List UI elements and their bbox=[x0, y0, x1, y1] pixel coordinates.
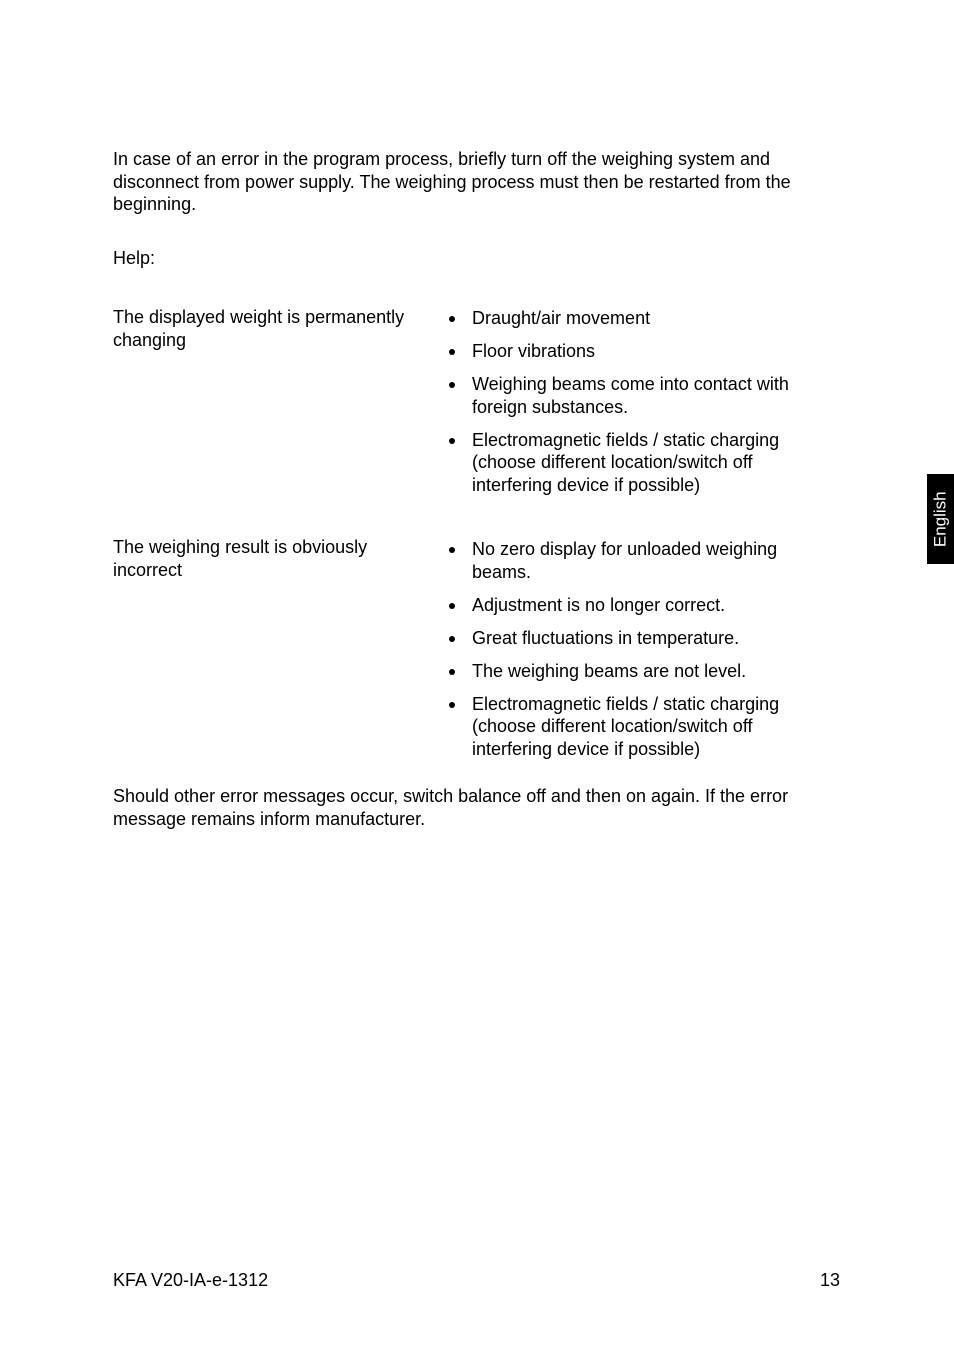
list-item bbox=[446, 594, 826, 617]
bullet-icon bbox=[449, 438, 455, 444]
closing-paragraph: Should other error messages occur, switch balance off and then on again. If the error message remains inform manufacturer. bbox=[113, 786, 789, 829]
list-item bbox=[446, 340, 826, 363]
bullet-icon bbox=[449, 382, 455, 388]
problem-2: The weighing result is obviously incorrect bbox=[113, 537, 368, 580]
list-item bbox=[446, 693, 826, 761]
list-item bbox=[446, 307, 826, 330]
causes-list-2 bbox=[446, 538, 826, 771]
cause-text: The weighing beams are not level. bbox=[472, 660, 747, 681]
cause-text: Great fluctuations in temperature. bbox=[472, 627, 740, 648]
help-label: Help: bbox=[113, 248, 156, 268]
cause-text: Adjustment is no longer correct. bbox=[472, 594, 726, 615]
cause-text: Weighing beams come into contact with foreign substances. bbox=[472, 374, 789, 417]
bullet-icon bbox=[449, 547, 455, 553]
footer-page-number: 13 bbox=[819, 1270, 840, 1290]
list-item bbox=[446, 429, 826, 497]
cause-text: Electromagnetic fields / static charging (choose different location/switch off interfering device if possible) bbox=[472, 429, 780, 495]
cause-text: No zero display for unloaded weighing beams. bbox=[472, 539, 778, 582]
cause-text: Floor vibrations bbox=[472, 341, 596, 361]
intro-paragraph: In case of an error in the program process, briefly turn off the weighing system and disconnect from power supply. The weighing process must then be restarted from the beginning. bbox=[113, 149, 791, 214]
footer-doc-id: KFA V20-IA-e-1312 bbox=[113, 1270, 269, 1290]
bullet-icon bbox=[449, 603, 455, 609]
bullet-icon bbox=[449, 702, 455, 708]
list-item bbox=[446, 660, 826, 683]
cause-text: Electromagnetic fields / static charging (choose different location/switch off interfering device if possible) bbox=[472, 693, 780, 759]
list-item bbox=[446, 627, 826, 650]
cause-text: Draught/air movement bbox=[472, 308, 651, 328]
causes-list-1 bbox=[446, 307, 826, 507]
list-item bbox=[446, 373, 826, 418]
problem-1: The displayed weight is permanently changing bbox=[113, 307, 405, 350]
language-tab-label: English bbox=[930, 491, 950, 547]
bullet-icon bbox=[449, 669, 455, 675]
bullet-icon bbox=[449, 316, 455, 322]
bullet-icon bbox=[449, 636, 455, 642]
bullet-icon bbox=[449, 349, 455, 355]
language-tab bbox=[927, 474, 954, 564]
list-item bbox=[446, 538, 826, 583]
